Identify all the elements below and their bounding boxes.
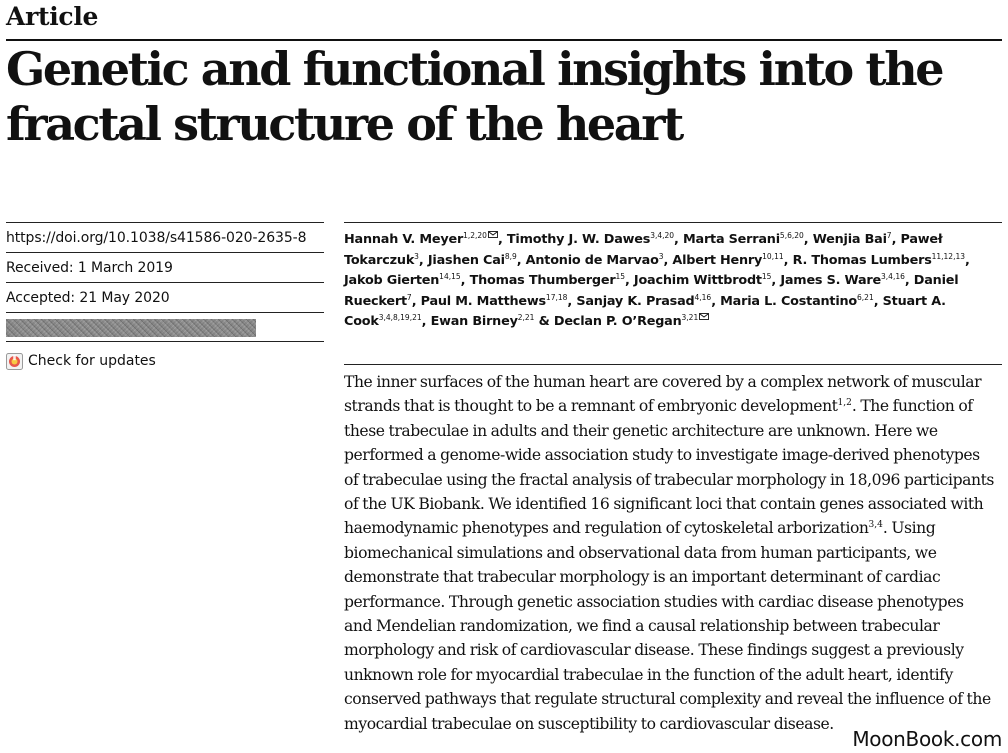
- author[interactable]: [526, 253, 664, 268]
- abstract-line: [344, 590, 1004, 614]
- author-name: Antonio de Marvao: [525, 252, 659, 268]
- author-name: R. Thomas Lumbers: [792, 252, 932, 268]
- author[interactable]: [813, 232, 892, 247]
- abstract-text: . The function of: [851, 397, 973, 416]
- author-separator: ,: [873, 293, 883, 309]
- abstract-text: The inner surfaces of the human heart are covered by a complex network of muscular: [344, 373, 982, 391]
- abstract-line: [344, 419, 1004, 443]
- author-separator: ,: [965, 252, 970, 268]
- authors-rule: [344, 222, 1002, 223]
- email-icon[interactable]: [488, 231, 498, 238]
- check-for-updates-button[interactable]: [6, 350, 324, 372]
- author-name: Timothy J. W. Dawes: [506, 232, 651, 247]
- article-meta: [6, 222, 324, 372]
- author-affiliation: 5,6,20: [779, 231, 804, 240]
- abstract-line: [344, 638, 1004, 662]
- author-name: Wenjia Bai: [812, 232, 887, 247]
- abstract-text: unknown role for myocardial trabeculae in the function of the adult heart, identify: [344, 665, 953, 684]
- abstract-text: morphology and risk of cardiovascular disease. These findings suggest a previously: [344, 641, 964, 660]
- redacted-field: [6, 312, 324, 342]
- abstract-line: [344, 565, 1004, 589]
- author-name: Declan P. O’Regan: [553, 314, 682, 330]
- citation-ref[interactable]: 3,4: [868, 520, 883, 531]
- accepted-date: Accepted: 21 May 2020: [6, 282, 324, 312]
- abstract-line: [344, 516, 1004, 540]
- check-for-updates-icon: [6, 353, 23, 370]
- article-title: [6, 42, 996, 152]
- abstract-text: of trabeculae using the fractal analysis of trabecular morphology in 18,096 participants: [344, 470, 994, 489]
- author-separator: ,: [567, 293, 577, 309]
- author-separator: ,: [803, 232, 813, 247]
- author[interactable]: [672, 253, 783, 268]
- author-separator: &: [534, 314, 554, 330]
- author-name: Jakob Gierten: [344, 273, 440, 289]
- received-date: Received: 1 March 2019: [6, 252, 324, 282]
- author-affiliation: 14,15: [439, 272, 461, 282]
- author-affiliation: 4,16: [694, 292, 712, 302]
- author[interactable]: [793, 253, 965, 268]
- author[interactable]: [634, 273, 771, 288]
- author-name: Paul M. Matthews: [420, 293, 546, 309]
- author-affiliation: 11,12,13: [931, 251, 966, 261]
- author-affiliation: 3,4,20: [650, 231, 675, 240]
- author-affiliation: 10,11: [762, 251, 784, 261]
- abstract-text: of the UK Biobank. We identified 16 significant loci that contain genes associated with: [344, 495, 984, 514]
- abstract-text: strands that is thought to be a remnant of embryonic development: [344, 397, 838, 416]
- author-affiliation: 1,2,20: [463, 231, 487, 240]
- top-rule: [6, 39, 1002, 41]
- author-name: Albert Henry: [672, 252, 763, 268]
- author-separator: ,: [674, 232, 683, 247]
- redacted-block: [6, 319, 256, 337]
- author[interactable]: [470, 273, 625, 288]
- author-name: James S. Ware: [780, 273, 882, 289]
- abstract-line: [344, 492, 1004, 516]
- author-separator: ,: [891, 232, 901, 247]
- author-name: Paweł Tokarczuk: [344, 232, 943, 268]
- author-affiliation: 7: [406, 292, 412, 302]
- author-separator: ,: [418, 252, 428, 268]
- author[interactable]: [421, 294, 568, 309]
- abstract-rule: [344, 364, 1002, 365]
- author-name: Ewan Birney: [430, 314, 518, 330]
- abstract-text: haemodynamic phenotypes and regulation of cytoskeletal arborization: [344, 519, 869, 538]
- author-separator: ,: [663, 252, 673, 268]
- author-separator: ,: [711, 293, 721, 309]
- author[interactable]: [720, 294, 874, 309]
- author-affiliation: 6,21: [857, 292, 874, 302]
- author-name: Stuart A. Cook: [344, 293, 946, 330]
- author-affiliation: 3,4,16: [881, 272, 905, 282]
- author[interactable]: [780, 273, 905, 288]
- author[interactable]: [344, 273, 461, 288]
- author-affiliation: 15: [761, 272, 772, 282]
- author-affiliation: 3: [414, 251, 419, 261]
- abstract-text: performance. Through genetic association studies with cardiac disease phenotypes: [344, 592, 964, 611]
- author-name: Marta Serrani: [682, 232, 780, 247]
- author-affiliation: 3,4,8,19,21: [378, 313, 422, 323]
- author-separator: ,: [516, 252, 526, 268]
- abstract-text: demonstrate that trabecular morphology is an important determinant of cardiac: [344, 568, 941, 587]
- abstract-line: [344, 468, 1004, 492]
- abstract-text: performed a genome-wide association study to investigate image-derived phenotypes: [344, 446, 980, 465]
- author[interactable]: [344, 232, 498, 247]
- abstract-line: [344, 370, 1004, 394]
- abstract-line: [344, 687, 1004, 711]
- author-separator: ,: [783, 252, 793, 268]
- abstract-text: these trabeculae in adults and their genetic architecture are unknown. Here we: [344, 421, 938, 440]
- author-affiliation: 3,21: [681, 313, 699, 323]
- abstract: [344, 370, 1004, 736]
- email-icon[interactable]: [699, 313, 709, 320]
- abstract-text: conserved pathways that regulate structural complexity and reveal the influence of the: [344, 690, 991, 709]
- author[interactable]: [683, 232, 804, 247]
- citation-ref[interactable]: 1,2: [837, 398, 852, 409]
- author-name: Maria L. Costantino: [720, 293, 858, 309]
- abstract-line: [344, 541, 1004, 565]
- doi-link[interactable]: https://doi.org/10.1038/s41586-020-2635-8: [6, 222, 324, 252]
- author-affiliation: 3: [658, 251, 664, 261]
- author-affiliation: 8,9: [504, 251, 517, 261]
- author[interactable]: [554, 314, 709, 329]
- abstract-text: biomechanical simulations and observational data from human participants, we: [344, 543, 937, 562]
- abstract-text: myocardial trabeculae on susceptibility to cardiovascular disease.: [344, 714, 834, 733]
- author-name: Hannah V. Meyer: [344, 232, 464, 247]
- author-separator: ,: [497, 232, 507, 247]
- title-line-2: fractal structure of the heart: [6, 97, 682, 151]
- author-separator: ,: [904, 273, 914, 289]
- abstract-text: . Using: [882, 519, 936, 538]
- watermark: MoonBook.com: [852, 727, 1002, 751]
- author-name: Daniel Rueckert: [344, 273, 959, 309]
- author[interactable]: [507, 232, 674, 247]
- author-affiliation: 2,21: [517, 313, 535, 323]
- author-affiliation: 7: [886, 231, 892, 240]
- author-separator: ,: [771, 273, 781, 289]
- author-name: Thomas Thumberger: [469, 273, 616, 289]
- author[interactable]: [428, 253, 517, 268]
- author-list: [344, 230, 1004, 333]
- author[interactable]: [576, 294, 711, 309]
- author[interactable]: [431, 314, 535, 329]
- author-name: Sanjay K. Prasad: [576, 293, 695, 309]
- author-name: Joachim Wittbrodt: [633, 273, 762, 289]
- author-separator: ,: [460, 273, 470, 289]
- author-name: Jiashen Cai: [427, 252, 505, 268]
- abstract-line: [344, 614, 1004, 638]
- abstract-line: [344, 394, 1004, 418]
- abstract-line: [344, 443, 1004, 467]
- abstract-text: and Mendelian randomization, we find a causal relationship between trabecular: [344, 617, 940, 636]
- abstract-line: [344, 663, 1004, 687]
- author-separator: ,: [624, 273, 634, 289]
- author-affiliation: 15: [615, 272, 625, 282]
- section-label: Article: [6, 2, 99, 31]
- author-affiliation: 17,18: [545, 292, 568, 302]
- title-line-1: Genetic and functional insights into the: [6, 42, 943, 96]
- author-separator: ,: [421, 314, 431, 330]
- check-for-updates-label: Check for updates: [28, 353, 156, 369]
- author-separator: ,: [411, 293, 421, 309]
